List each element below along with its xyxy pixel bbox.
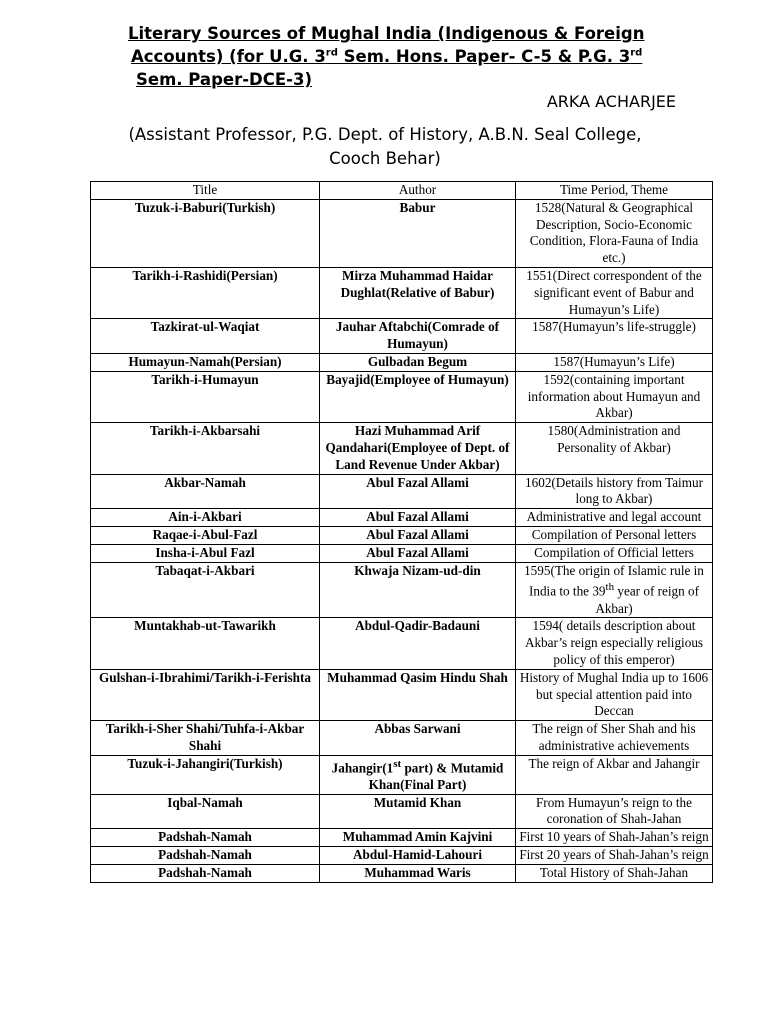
table-row xyxy=(91,829,713,847)
cell-title: Tarikh-i-Akbarsahi xyxy=(91,423,320,474)
cell-title: Raqae-i-Abul-Fazl xyxy=(91,526,320,544)
table-row xyxy=(91,371,713,422)
table-row xyxy=(91,721,713,756)
table-header-row xyxy=(91,182,713,200)
cell-period: 1528(Natural & Geographical Description, Socio-Economic Condition, Flora-Fauna of India etc.) xyxy=(516,199,713,267)
cell-author: Abul Fazal Allami xyxy=(320,526,516,544)
sources-table xyxy=(90,181,713,883)
document-title xyxy=(118,22,690,91)
table-row xyxy=(91,267,713,318)
cell-author: Abbas Sarwani xyxy=(320,721,516,756)
table-row xyxy=(91,509,713,527)
table-row xyxy=(91,544,713,562)
table-row xyxy=(91,755,713,794)
superscript: th xyxy=(605,581,615,594)
header-period: Time Period, Theme xyxy=(516,182,713,200)
cell-author xyxy=(320,755,516,794)
superscript: rd xyxy=(630,47,643,59)
cell-author: Mirza Muhammad Haidar Dughlat(Relative of Babur) xyxy=(320,267,516,318)
cell-author: Abdul-Qadir-Badauni xyxy=(320,618,516,669)
cell-period: 1602(Details history from Taimur long to Akbar) xyxy=(516,474,713,509)
title-line-3 xyxy=(118,68,690,91)
title-line-1 xyxy=(118,22,690,45)
superscript: rd xyxy=(325,47,338,59)
cell-period: 1587(Humayun’s life-struggle) xyxy=(516,319,713,354)
cell-period: First 10 years of Shah-Jahan’s reign xyxy=(516,829,713,847)
cell-title: Tarikh-i-Sher Shahi/Tuhfa-i-Akbar Shahi xyxy=(91,721,320,756)
cell-period: Compilation of Personal letters xyxy=(516,526,713,544)
header-author: Author xyxy=(320,182,516,200)
cell-title: Iqbal-Namah xyxy=(91,794,320,829)
table-row xyxy=(91,864,713,882)
period-text: year of reign of Akbar) xyxy=(595,583,700,616)
affiliation-line-2: Cooch Behar) xyxy=(329,149,441,168)
cell-author: Hazi Muhammad Arif Qandahari(Employee of Dept. of Land Revenue Under Akbar) xyxy=(320,423,516,474)
table-row xyxy=(91,618,713,669)
author-affiliation xyxy=(90,123,680,171)
period-text: 1595(The origin of Islamic rule in India to the 39 xyxy=(524,562,704,599)
cell-period: First 20 years of Shah-Jahan’s reign xyxy=(516,847,713,865)
cell-author: Bayajid(Employee of Humayun) xyxy=(320,371,516,422)
table-row xyxy=(91,199,713,267)
cell-author: Khwaja Nizam-ud-din xyxy=(320,562,516,618)
cell-period: The reign of Akbar and Jahangir xyxy=(516,755,713,794)
cell-period xyxy=(516,562,713,618)
cell-title: Tuzuk-i-Jahangiri(Turkish) xyxy=(91,755,320,794)
cell-author: Jauhar Aftabchi(Comrade of Humayun) xyxy=(320,319,516,354)
table-row xyxy=(91,562,713,618)
cell-author: Muhammad Waris xyxy=(320,864,516,882)
cell-period: Administrative and legal account xyxy=(516,509,713,527)
cell-author: Muhammad Qasim Hindu Shah xyxy=(320,669,516,720)
cell-title: Padshah-Namah xyxy=(91,847,320,865)
cell-title: Muntakhab-ut-Tawarikh xyxy=(91,618,320,669)
cell-title: Tarikh-i-Rashidi(Persian) xyxy=(91,267,320,318)
table-row xyxy=(91,526,713,544)
cell-author: Abul Fazal Allami xyxy=(320,474,516,509)
cell-title: Tazkirat-ul-Waqiat xyxy=(91,319,320,354)
author-text: Jahangir(1 xyxy=(331,760,394,776)
table-row xyxy=(91,423,713,474)
title-text: Sem. Paper-DCE-3) xyxy=(136,70,312,89)
cell-title: Tuzuk-i-Baburi(Turkish) xyxy=(91,199,320,267)
cell-period: 1580(Administration and Personality of Akbar) xyxy=(516,423,713,474)
header-title: Title xyxy=(91,182,320,200)
cell-period: 1551(Direct correspondent of the significant event of Babur and Humayun’s Life) xyxy=(516,267,713,318)
table-row xyxy=(91,319,713,354)
cell-title: Insha-i-Abul Fazl xyxy=(91,544,320,562)
cell-period: History of Mughal India up to 1606 but special attention paid into Deccan xyxy=(516,669,713,720)
table-row xyxy=(91,474,713,509)
cell-period: 1594( details description about Akbar’s reign especially religious policy of this emperor) xyxy=(516,618,713,669)
cell-period: 1592(containing important information about Humayun and Akbar) xyxy=(516,371,713,422)
cell-author: Abdul-Hamid-Lahouri xyxy=(320,847,516,865)
author-name: ARKA ACHARJEE xyxy=(546,92,676,111)
cell-title: Padshah-Namah xyxy=(91,864,320,882)
title-line-2 xyxy=(118,45,690,68)
table-row xyxy=(91,353,713,371)
author-text: part) & Mutamid Khan(Final Part) xyxy=(368,760,504,792)
cell-period: Compilation of Official letters xyxy=(516,544,713,562)
cell-title: Tabaqat-i-Akbari xyxy=(91,562,320,618)
cell-period: From Humayun’s reign to the coronation of Shah-Jahan xyxy=(516,794,713,829)
table-row xyxy=(91,794,713,829)
cell-author: Gulbadan Begum xyxy=(320,353,516,371)
cell-author: Babur xyxy=(320,199,516,267)
cell-author: Mutamid Khan xyxy=(320,794,516,829)
cell-title: Humayun-Namah(Persian) xyxy=(91,353,320,371)
cell-title: Tarikh-i-Humayun xyxy=(91,371,320,422)
cell-author: Muhammad Amin Kajvini xyxy=(320,829,516,847)
cell-period: The reign of Sher Shah and his administrative achievements xyxy=(516,721,713,756)
cell-author: Abul Fazal Allami xyxy=(320,509,516,527)
cell-title: Padshah-Namah xyxy=(91,829,320,847)
cell-title: Ain-i-Akbari xyxy=(91,509,320,527)
title-text: Accounts) (for U.G. 3 xyxy=(131,47,326,66)
cell-title: Akbar-Namah xyxy=(91,474,320,509)
cell-period: 1587(Humayun’s Life) xyxy=(516,353,713,371)
title-text: Literary Sources of Mughal India (Indigenous & Foreign xyxy=(128,24,645,43)
title-text: Sem. Hons. Paper- C-5 & P.G. 3 xyxy=(337,47,631,66)
cell-period: Total History of Shah-Jahan xyxy=(516,864,713,882)
cell-author: Abul Fazal Allami xyxy=(320,544,516,562)
superscript: st xyxy=(393,757,402,770)
affiliation-line-1: (Assistant Professor, P.G. Dept. of History, A.B.N. Seal College, xyxy=(128,125,642,144)
cell-title: Gulshan-i-Ibrahimi/Tarikh-i-Ferishta xyxy=(91,669,320,720)
table-row xyxy=(91,847,713,865)
table-row xyxy=(91,669,713,720)
